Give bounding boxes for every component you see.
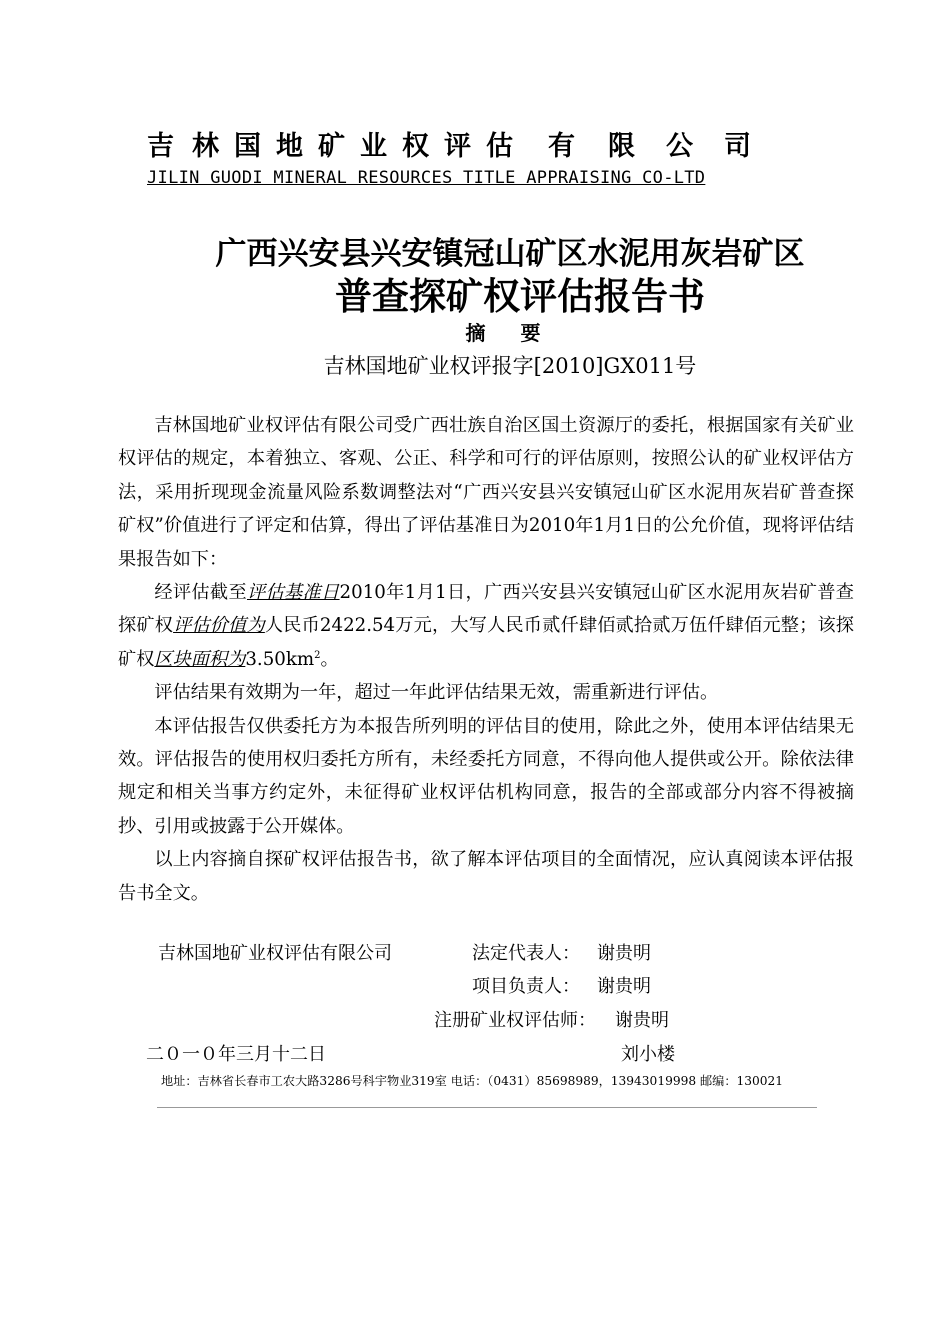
superscript: 2: [314, 649, 321, 661]
paragraph-note: 以上内容摘自探矿权评估报告书，欲了解本评估项目的全面情况，应认真阅读本评估报告书全文。: [118, 849, 854, 904]
underlined-term: 评估价值为: [173, 615, 265, 637]
company-char: 国: [234, 131, 261, 162]
underlined-term: 评估基准日: [246, 582, 340, 604]
appraiser-name: 谢贵明: [615, 1010, 669, 1031]
signature-company: 吉林国地矿业权评估有限公司: [158, 943, 392, 964]
company-char: 有: [548, 131, 575, 162]
project-lead-label: 项目负责人：: [472, 976, 580, 997]
result-text: 。: [320, 648, 339, 670]
footer-divider: [157, 1107, 817, 1108]
company-char: 司: [724, 131, 751, 162]
company-char: 限: [608, 131, 635, 162]
report-title-line1: 广西兴安县兴安镇冠山矿区水泥用灰岩矿区: [215, 236, 805, 272]
company-char: 矿: [318, 131, 345, 162]
legal-rep-name: 谢贵明: [597, 943, 651, 964]
result-text: 人民币2422.54万元，大写人民币贰仟肆佰贰拾贰万伍仟肆佰元整；该探矿权: [118, 615, 854, 670]
paragraph-validity: 评估结果有效期为一年，超过一年此评估结果无效，需重新进行评估。: [154, 682, 719, 704]
company-char: 林: [192, 131, 219, 162]
paragraph-result: [118, 576, 854, 676]
company-char: 业: [360, 131, 387, 162]
result-text: 2010年1月1日，广西兴安县兴安镇冠山矿区水泥用灰岩矿普查探矿权: [118, 582, 854, 637]
appraiser-label: 注册矿业权评估师：: [434, 1010, 596, 1031]
company-char: 吉: [147, 131, 174, 162]
result-text: 经评估截至: [154, 582, 247, 604]
paragraph-usage: 本评估报告仅供委托方为本报告所列明的评估目的使用，除此之外，使用本评估结果无效。评估报告的使用权归委托方所有，未经委托方同意，不得向他人提供或公开。除依法律规定和相关当事方约定外，未征得矿业权评估机构同意，报告的全部或部分内容不得被摘抄、引用或披露于公开媒体。: [118, 715, 854, 837]
abstract-heading: 摘 要: [465, 321, 555, 345]
company-char: 公: [666, 131, 693, 162]
company-char: 权: [402, 131, 429, 162]
company-char: 评: [444, 131, 471, 162]
report-date: 二０一０年三月十二日: [146, 1044, 326, 1065]
paragraph-intro: 吉林国地矿业权评估有限公司受广西壮族自治区国土资源厅的委托，根据国家有关矿业权评估的规定，本着独立、客观、公正、科学和可行的评估原则，按照公认的矿业权评估方法，采用折现现金流量风险系数调整法对“广西兴安县兴安镇冠山矿区水泥用灰岩矿普查探矿权”价值进行了评定和估算，得出了评估基准日为2010年1月1日的公允价值，现将评估结果报告如下：: [118, 415, 854, 570]
footer-address: 地址：吉林省长春市工农大路3286号科宇物业319室 电话：（0431）85698989，13943019998 邮编：130021: [161, 1074, 784, 1088]
legal-rep-label: 法定代表人：: [472, 943, 580, 964]
company-char: 估: [486, 131, 513, 162]
document-number: 吉林国地矿业权评报字[2010]GX011号: [323, 354, 697, 378]
result-text: 3.50km: [245, 648, 315, 670]
project-lead-name: 谢贵明: [597, 976, 651, 997]
company-name-en: JILIN GUODI MINERAL RESOURCES TITLE APPRAISING CO-LTD: [147, 168, 706, 188]
underlined-term: 区块面积为: [154, 648, 246, 670]
abstract-body: [118, 409, 854, 910]
appraiser-name: 刘小楼: [621, 1044, 675, 1065]
company-char: 地: [276, 131, 303, 162]
report-title-line2: 普查探矿权评估报告书: [335, 274, 705, 318]
